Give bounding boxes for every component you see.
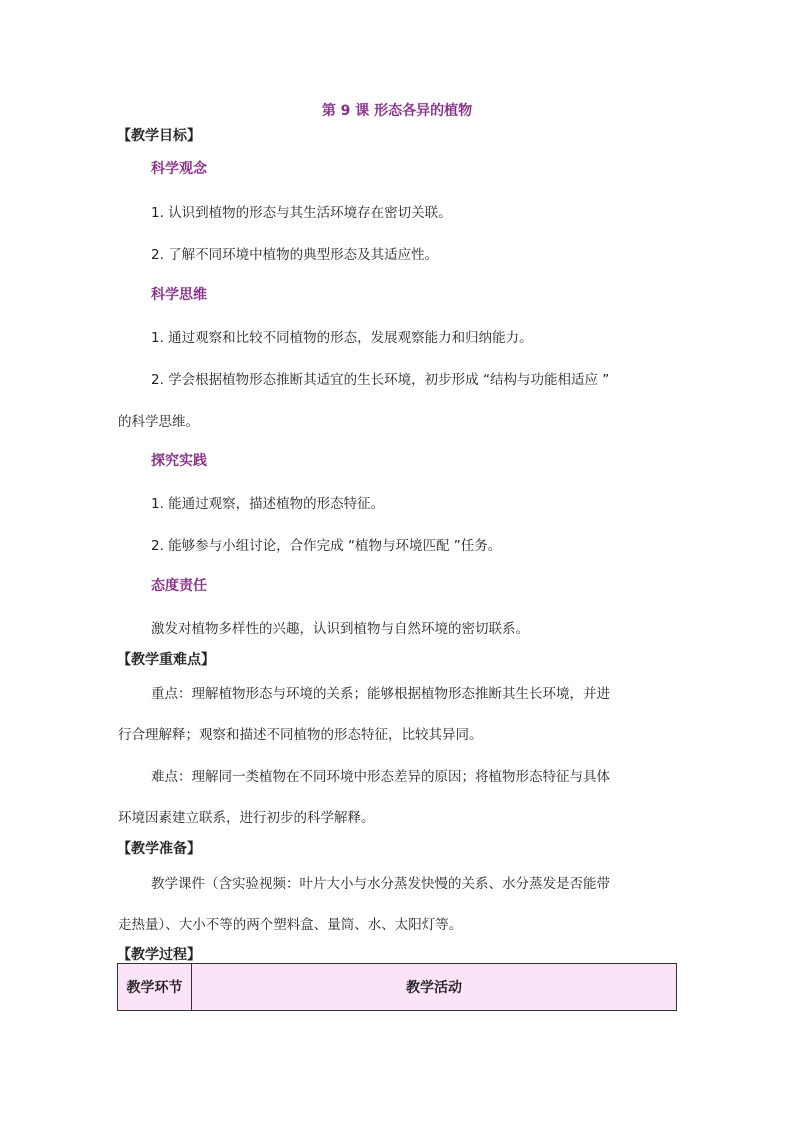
difficulty-line-2: 环境因素建立联系，进行初步的科学解释。: [118, 810, 375, 826]
focus-line-1: 重点：理解植物形态与环境的关系；能够根据植物形态推断其生长环境，并进: [151, 686, 610, 702]
process-heading: 【教学过程】: [117, 947, 201, 963]
thinking-item-2-cont: 的科学思维。: [118, 414, 199, 430]
concept-heading: 科学观念: [151, 161, 207, 177]
practice-item-2: 2. 能够参与小组讨论，合作完成 “植物与环境匹配 ”任务。: [151, 538, 502, 554]
table-header-row: [118, 964, 677, 1011]
concept-item-1: 1. 认识到植物的形态与其生活环境存在密切关联。: [151, 205, 452, 221]
goals-heading: 【教学目标】: [117, 128, 201, 144]
thinking-item-2: 2. 学会根据植物形态推断其适宜的生长环境，初步形成 “结构与功能相适应 ”: [151, 372, 610, 388]
attitude-text: 激发对植物多样性的兴趣，认识到植物与自然环境的密切联系。: [151, 621, 529, 637]
practice-heading: 探究实践: [151, 453, 207, 469]
concept-item-2: 2. 了解不同环境中植物的典型形态及其适应性。: [151, 247, 439, 263]
preparation-line-2: 走热量）、大小不等的两个塑料盒、量筒、水、太阳灯等。: [118, 917, 463, 933]
attitude-heading: 态度责任: [151, 578, 207, 594]
preparation-line-1: 教学课件（含实验视频：叶片大小与水分蒸发快慢的关系、水分蒸发是否能带: [151, 876, 610, 892]
process-table: [117, 963, 677, 1011]
practice-item-1: 1. 能通过观察，描述植物的形态特征。: [151, 496, 385, 512]
col-teaching-stage: 教学环节: [118, 964, 192, 1011]
page-title: 第 9 课 形态各异的植物: [321, 103, 473, 119]
key-points-heading: 【教学重难点】: [117, 652, 215, 668]
thinking-heading: 科学思维: [151, 287, 207, 303]
thinking-item-1: 1. 通过观察和比较不同植物的形态，发展观察能力和归纳能力。: [151, 330, 533, 346]
difficulty-line-1: 难点：理解同一类植物在不同环境中形态差异的原因；将植物形态特征与具体: [151, 769, 610, 785]
preparation-heading: 【教学准备】: [117, 841, 201, 857]
col-teaching-activity: 教学活动: [192, 964, 677, 1011]
focus-line-2: 行合理解释；观察和描述不同植物的形态特征，比较其异同。: [118, 727, 483, 743]
